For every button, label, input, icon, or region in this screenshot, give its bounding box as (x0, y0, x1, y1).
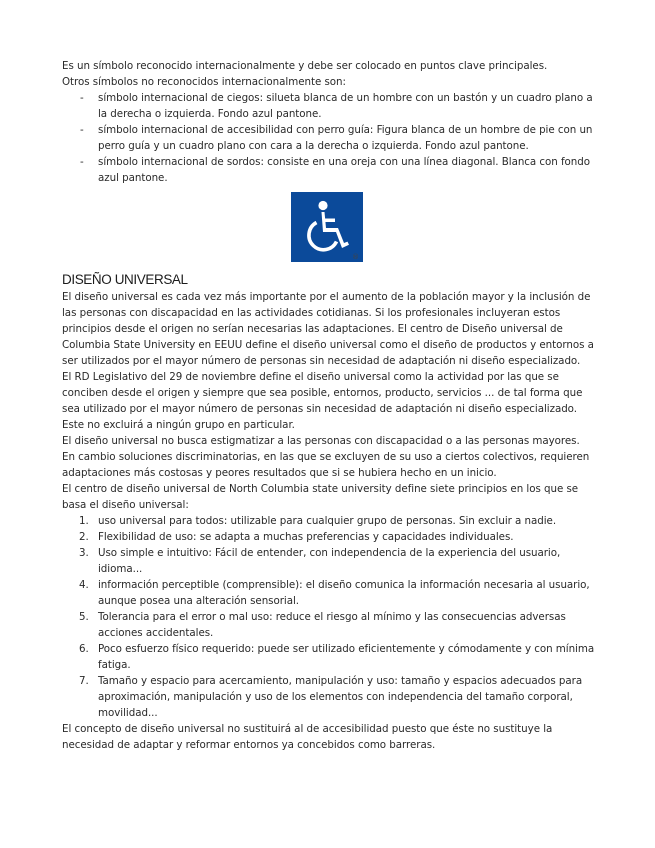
list-item-text: información perceptible (comprensible): el diseño comunica la información necesaria al usuario, aunque posea una alteración sensorial. (98, 579, 590, 607)
paragraph: El diseño universal es cada vez más importante por el aumento de la población mayor y la inclusión de las personas con discapacidad en las actividades cotidianas. Si los profesionales incluyeran estos principios desde el origen no serían necesarias las adaptaciones. El centro de Diseño universal de Columbia State University en EEUU define el diseño universal como el diseño de productos y entornos a ser utilizados por el mayor número de personas sin necesidad de adaptación ni diseño especializado. (62, 291, 594, 367)
section-title: DISEÑO UNIVERSAL (62, 272, 188, 287)
registered-mark: ® (352, 253, 359, 261)
list-item (62, 90, 602, 122)
paragraph: El RD Legislativo del 29 de noviembre define el diseño universal como la actividad por las que se conciben desde el origen y siempre que sea posible, entornos, producto, servicios ... de tal forma que sea utilizado por el mayor número de personas sin necesidad de adaptación ni diseño especializado. Este no excluirá a ningún grupo en particular. (62, 371, 583, 431)
list-item-text: símbolo internacional de accesibilidad con perro guía: Figura blanca de un hombre de pie con un perro guía y un cuadro plano con cara a la derecha o izquierda. Fondo azul pantone. (98, 124, 593, 152)
intro-line-1: Es un símbolo reconocido internacionalmente y debe ser colocado en puntos clave principales. (62, 60, 548, 72)
list-item-text: Tolerancia para el error o mal uso: reduce el riesgo al mínimo y las consecuencias adversas acciones accidentales. (98, 611, 566, 639)
list-number: 1. (79, 515, 89, 527)
symbols-list (62, 90, 602, 186)
list-item (62, 641, 602, 673)
bullet-dash: - (80, 156, 84, 168)
list-item (62, 673, 602, 721)
list-item-text: uso universal para todos: utilizable para cualquier grupo de personas. Sin excluir a nadie. (98, 515, 557, 527)
list-item (62, 545, 602, 577)
paragraph: El centro de diseño universal de North Columbia state university define siete principios en los que se basa el diseño universal: (62, 483, 579, 511)
list-number: 6. (79, 643, 89, 655)
list-item (62, 513, 602, 529)
intro-line-2: Otros símbolos no reconocidos internacionalmente son: (62, 76, 346, 88)
paragraph: El diseño universal no busca estigmatizar a las personas con discapacidad o a las personas mayores. (62, 435, 580, 447)
list-number: 4. (79, 579, 89, 591)
paragraph: En cambio soluciones discriminatorias, en las que se excluyen de su uso a ciertos colectivos, requieren adaptaciones más costosas y peores resultados que si se hubiera hecho en un inicio. (62, 451, 590, 479)
list-item-text: Flexibilidad de uso: se adapta a muchas preferencias y capacidades individuales. (98, 531, 514, 543)
list-item (62, 609, 602, 641)
principles-list (62, 513, 602, 721)
list-number: 7. (79, 675, 89, 687)
list-item-text: Tamaño y espacio para acercamiento, manipulación y uso: tamaño y espacios adecuados para aproximación, manipulación y uso de los elementos con independencia del tamaño corporal, movilidad... (98, 675, 583, 719)
list-item-text: Poco esfuerzo físico requerido: puede ser utilizado eficientemente y cómodamente y con mínima fatiga. (98, 643, 595, 671)
list-item (62, 122, 602, 154)
list-item-text: Uso simple e intuitivo: Fácil de entender, con independencia de la experiencia del usuario, idioma... (98, 547, 561, 575)
list-item (62, 577, 602, 609)
list-number: 2. (79, 531, 89, 543)
list-number: 3. (79, 547, 89, 559)
list-item (62, 529, 602, 545)
bullet-dash: - (80, 124, 84, 136)
bullet-dash: - (80, 92, 84, 104)
list-number: 5. (79, 611, 89, 623)
list-item (62, 154, 602, 186)
wheelchair-icon (291, 192, 363, 262)
list-item-text: símbolo internacional de sordos: consiste en una oreja con una línea diagonal. Blanca con fondo azul pantone. (98, 156, 590, 184)
document-page (62, 58, 602, 753)
closing-paragraph: El concepto de diseño universal no sustituirá al de accesibilidad puesto que éste no sustituye la necesidad de adaptar y reformar entornos ya concebidos como barreras. (62, 723, 553, 751)
list-item-text: símbolo internacional de ciegos: silueta blanca de un hombre con un bastón y un cuadro plano a la derecha o izquierda. Fondo azul pantone. (98, 92, 593, 120)
accessibility-logo-area (62, 186, 602, 268)
